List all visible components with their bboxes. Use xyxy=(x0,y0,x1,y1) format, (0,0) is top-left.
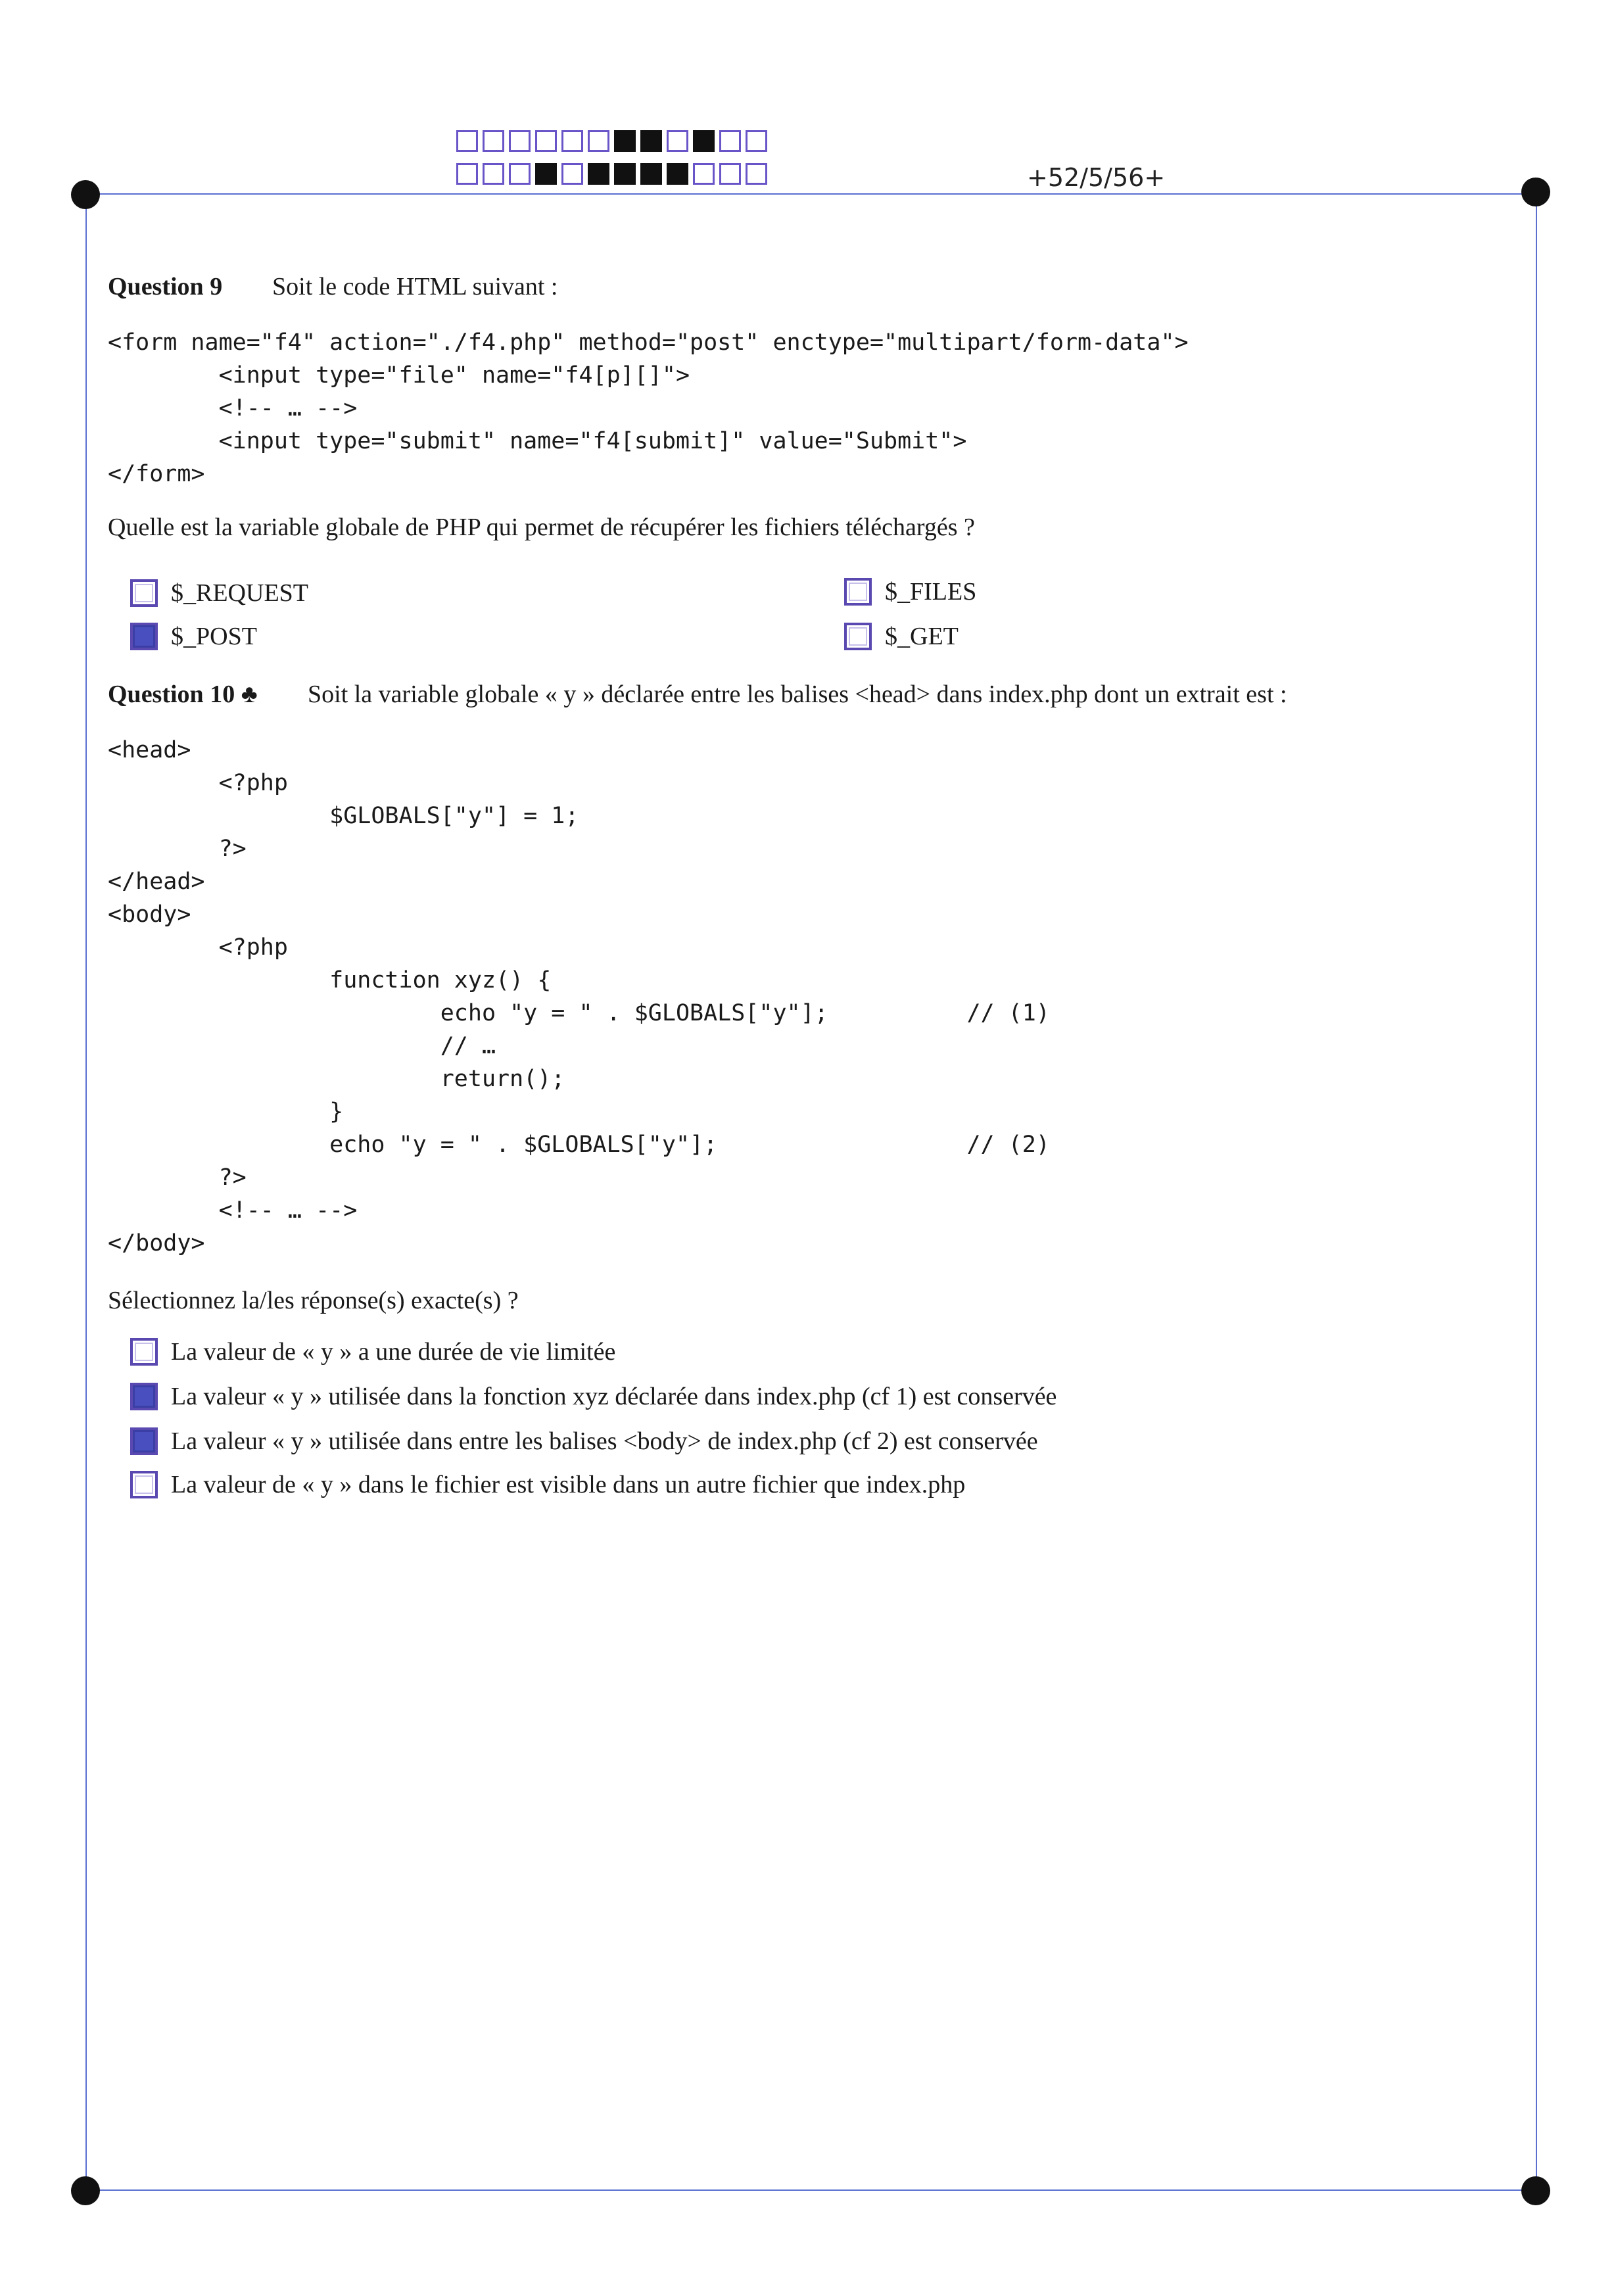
corner-mark-top-left xyxy=(71,180,100,209)
barcode-cell xyxy=(667,130,688,152)
corner-mark-bottom-left xyxy=(71,2176,100,2205)
choice-label: $_FILES xyxy=(885,578,977,606)
choice-label: $_POST xyxy=(171,623,257,650)
checkbox[interactable] xyxy=(130,579,158,607)
barcode-bottom-row xyxy=(456,163,772,185)
question-9-text: Quelle est la variable globale de PHP qui permet de récupérer les fichiers téléchargés ? xyxy=(108,514,975,541)
choice-label: La valeur « y » utilisée dans la fonction xyz déclarée dans index.php (cf 1) est conservée xyxy=(171,1383,1057,1410)
checkbox[interactable] xyxy=(844,623,872,650)
question-10-intro: Soit la variable globale « y » déclarée entre les balises <head> dans index.php dont un extrait est : xyxy=(308,681,1287,708)
q10-choice-1[interactable] xyxy=(130,1337,615,1366)
club-icon: ♣ xyxy=(241,681,258,708)
checkbox[interactable] xyxy=(844,578,872,606)
question-9-intro: Soit le code HTML suivant : xyxy=(272,273,558,300)
barcode-cell xyxy=(456,163,478,185)
choice-label: $_REQUEST xyxy=(171,579,308,607)
barcode-cell xyxy=(561,163,583,185)
barcode-cell xyxy=(693,163,715,185)
barcode-cell xyxy=(561,130,583,152)
barcode-cell xyxy=(483,130,504,152)
barcode-cell xyxy=(640,163,662,185)
q9-choice-get[interactable] xyxy=(844,622,959,651)
frame-left-line xyxy=(85,193,87,2191)
question-10-number: Question 10 xyxy=(108,681,235,708)
barcode-cell xyxy=(667,163,688,185)
page-id: +52/5/56+ xyxy=(1027,163,1166,192)
checkbox[interactable] xyxy=(130,623,158,650)
corner-mark-top-right xyxy=(1521,178,1550,206)
barcode-cell xyxy=(509,163,531,185)
choice-label: La valeur de « y » a une durée de vie limitée xyxy=(171,1338,616,1366)
barcode-cell xyxy=(640,130,662,152)
barcode-cell xyxy=(719,130,741,152)
barcode-cell xyxy=(588,130,609,152)
choice-label: La valeur « y » utilisée dans entre les balises <body> de index.php (cf 2) est conservée xyxy=(171,1427,1038,1455)
barcode-cell xyxy=(614,130,636,152)
barcode-top-row xyxy=(456,130,772,152)
checkbox[interactable] xyxy=(130,1427,158,1455)
question-9-label: Question 9 xyxy=(108,273,223,300)
barcode-cell xyxy=(746,130,767,152)
q9-choice-post[interactable] xyxy=(130,622,257,651)
checkbox[interactable] xyxy=(130,1471,158,1498)
frame-top-line xyxy=(87,193,1538,195)
question-10-label xyxy=(108,680,258,709)
q10-choice-4[interactable] xyxy=(130,1470,965,1499)
q10-choice-2[interactable] xyxy=(130,1382,1056,1411)
barcode-cell xyxy=(614,163,636,185)
frame-bottom-line xyxy=(87,2189,1538,2191)
barcode-cell xyxy=(456,130,478,152)
choice-label: $_GET xyxy=(885,623,959,650)
barcode-cell xyxy=(746,163,767,185)
barcode-cell xyxy=(588,163,609,185)
frame-right-line xyxy=(1536,193,1537,2191)
barcode-cell xyxy=(693,130,715,152)
q9-choice-files[interactable] xyxy=(844,577,976,606)
barcode-cell xyxy=(535,130,557,152)
checkbox[interactable] xyxy=(130,1383,158,1410)
question-10-text: Sélectionnez la/les réponse(s) exacte(s) ? xyxy=(108,1287,519,1314)
choice-label: La valeur de « y » dans le fichier est visible dans un autre fichier que index.php xyxy=(171,1471,966,1498)
corner-mark-bottom-right xyxy=(1521,2176,1550,2205)
q10-choice-3[interactable] xyxy=(130,1427,1038,1456)
barcode-cell xyxy=(509,130,531,152)
barcode-cell xyxy=(535,163,557,185)
barcode-cell xyxy=(719,163,741,185)
question-10-code: <head> <?php $GLOBALS["y"] = 1; ?> </head> <body> <?php function xyz() { echo "y = " . $GLOBALS["y"]; // (1) // … return(); } echo "y = " . $GLOBALS["y"]; // (2) ?> <!-- … --> </body> xyxy=(108,737,1050,1256)
checkbox[interactable] xyxy=(130,1338,158,1366)
q9-choice-request[interactable] xyxy=(130,579,308,608)
question-9-code: <form name="f4" action="./f4.php" method="post" enctype="multipart/form-data"> <input type="file" name="f4[p][]"> <!-- … --> <input type="submit" name="f4[submit]" value="Submit"> </form> xyxy=(108,329,1189,487)
barcode-cell xyxy=(483,163,504,185)
